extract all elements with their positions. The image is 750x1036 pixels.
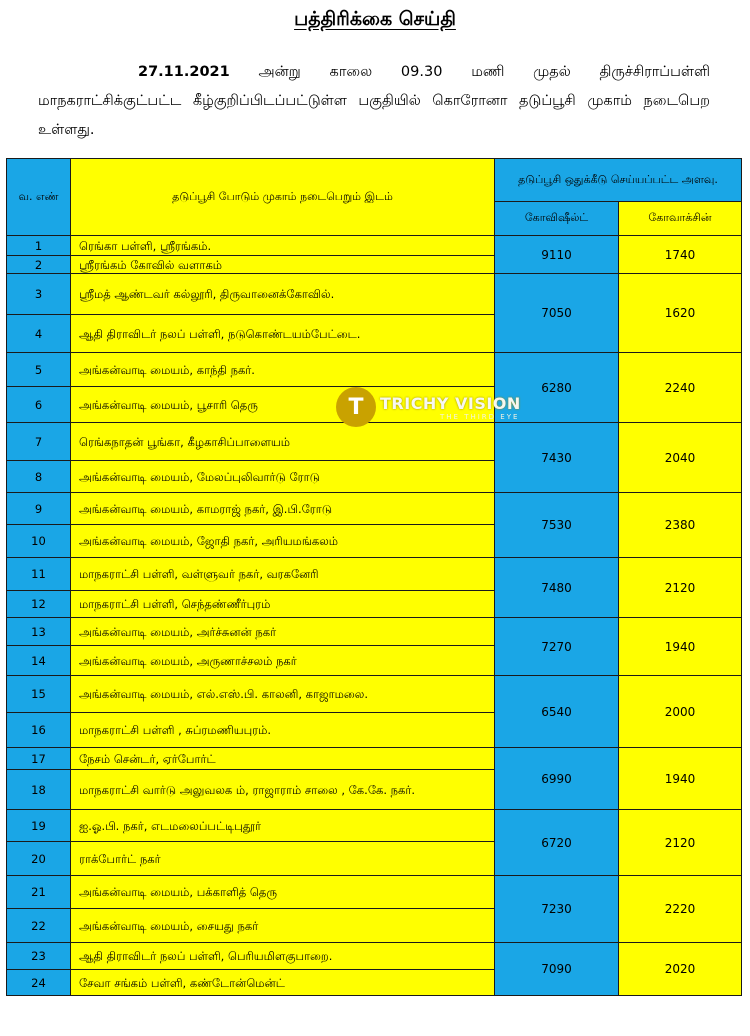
table-row xyxy=(7,676,742,713)
row-number: 6 xyxy=(7,387,71,423)
camp-location: ரெங்கநாதன் பூங்கா, கீழகாசிப்பாளையம் xyxy=(71,423,495,461)
camp-location: அங்கன்வாடி மையம், பூசாரி தெரு xyxy=(71,387,495,423)
row-number: 16 xyxy=(7,713,71,748)
row-number: 15 xyxy=(7,676,71,713)
camp-location: ஸ்ரீரங்கம் கோவில் வளாகம் xyxy=(71,256,495,274)
watermark-title: TRICHY VISION xyxy=(380,393,521,413)
header-covaxin: கோவாக்சின் xyxy=(619,202,742,236)
covaxin-count: 1620 xyxy=(619,274,742,353)
table-row xyxy=(7,943,742,970)
camp-location: ஆதி திராவிடர் நலப் பள்ளி, பெரியமிளகுபாறை. xyxy=(71,943,495,970)
camp-location: சேவா சங்கம் பள்ளி, கண்டோன்மென்ட் xyxy=(71,970,495,996)
row-number: 14 xyxy=(7,646,71,676)
table-row xyxy=(7,748,742,770)
watermark xyxy=(336,387,532,427)
page-title: பத்திரிக்கை செய்தி xyxy=(294,8,456,30)
row-number: 4 xyxy=(7,315,71,353)
row-number: 10 xyxy=(7,525,71,558)
covishield-count: 6280 xyxy=(495,353,619,423)
camp-location: ஐ.ஓ.பி. நகர், எடமலைப்பட்டிபுதூர் xyxy=(71,810,495,842)
covaxin-count: 2240 xyxy=(619,353,742,423)
camp-location: அங்கன்வாடி மையம், காமராஜ் நகர், இ.பி.ரோடு xyxy=(71,493,495,525)
intro-paragraph xyxy=(38,58,710,145)
table-body xyxy=(7,236,742,996)
covaxin-count: 2000 xyxy=(619,676,742,748)
covaxin-count: 2120 xyxy=(619,810,742,876)
covishield-count: 7230 xyxy=(495,876,619,943)
covishield-count: 7530 xyxy=(495,493,619,558)
camp-location: ரெங்கா பள்ளி, ஸ்ரீரங்கம். xyxy=(71,236,495,256)
camp-location: ராக்போர்ட் நகர் xyxy=(71,842,495,876)
watermark-subtitle: THE THIRD EYE xyxy=(440,412,520,421)
vaccination-camp-table xyxy=(6,158,742,996)
row-number: 7 xyxy=(7,423,71,461)
covishield-count: 6990 xyxy=(495,748,619,810)
table-row xyxy=(7,810,742,842)
covaxin-count: 1740 xyxy=(619,236,742,274)
covaxin-count: 2020 xyxy=(619,943,742,996)
row-number: 24 xyxy=(7,970,71,996)
camp-location: ஆதி திராவிடர் நலப் பள்ளி, நடுகொண்டயம்பேட்டை. xyxy=(71,315,495,353)
covaxin-count: 2380 xyxy=(619,493,742,558)
camp-location: அங்கன்வாடி மையம், பக்காளித் தெரு xyxy=(71,876,495,909)
camp-location: அங்கன்வாடி மையம், எல்.எஸ்.பி. காலனி, காஜாமலை. xyxy=(71,676,495,713)
intro-text: அன்று காலை 09.30 மணி முதல் திருச்சிராப்பள்ளி மாநகராட்சிக்குட்பட்ட கீழ்குறிப்பிடப்பட்டுள்ள பகுதியில் கொரோனா தடுப்பூசி முகாம் நடைபெற உள்ளது. xyxy=(38,64,710,138)
row-number: 23 xyxy=(7,943,71,970)
row-number: 20 xyxy=(7,842,71,876)
header-place: தடுப்பூசி போடும் முகாம் நடைபெறும் இடம் xyxy=(71,159,495,236)
covishield-count: 9110 xyxy=(495,236,619,274)
header-sn: வ. எண் xyxy=(7,159,71,236)
row-number: 3 xyxy=(7,274,71,315)
camp-location: நேசம் சென்டர், ஏர்போர்ட் xyxy=(71,748,495,770)
row-number: 8 xyxy=(7,461,71,493)
covaxin-count: 2040 xyxy=(619,423,742,493)
table-row xyxy=(7,274,742,315)
table-row xyxy=(7,618,742,646)
header-allocation: தடுப்பூசி ஒதுக்கீடு செய்யப்பட்ட அளவு. xyxy=(495,159,742,202)
camp-location: அங்கன்வாடி மையம், சையது நகர் xyxy=(71,909,495,943)
row-number: 21 xyxy=(7,876,71,909)
intro-date: 27.11.2021 xyxy=(138,64,230,80)
covishield-count: 7430 xyxy=(495,423,619,493)
camp-location: அங்கன்வாடி மையம், அர்ச்சுனன் நகர் xyxy=(71,618,495,646)
row-number: 9 xyxy=(7,493,71,525)
covishield-count: 7050 xyxy=(495,274,619,353)
covaxin-count: 1940 xyxy=(619,748,742,810)
camp-location: மாநகராட்சி பள்ளி , சுப்ரமணியபுரம். xyxy=(71,713,495,748)
table-row xyxy=(7,353,742,387)
table-row xyxy=(7,876,742,909)
camp-location: அங்கன்வாடி மையம், மேலப்புலிவார்டு ரோடு xyxy=(71,461,495,493)
covaxin-count: 1940 xyxy=(619,618,742,676)
table-row xyxy=(7,558,742,591)
row-number: 2 xyxy=(7,256,71,274)
row-number: 22 xyxy=(7,909,71,943)
row-number: 11 xyxy=(7,558,71,591)
camp-location: மாநகராட்சி வார்டு அலுவலக ம், ராஜாராம் சாலை , கே.கே. நகர். xyxy=(71,770,495,810)
row-number: 19 xyxy=(7,810,71,842)
trichy-vision-logo-icon: T xyxy=(336,387,376,427)
covishield-count: 7090 xyxy=(495,943,619,996)
camp-location: மாநகராட்சி பள்ளி, செந்தண்ணீர்புரம் xyxy=(71,591,495,618)
row-number: 17 xyxy=(7,748,71,770)
camp-location: அங்கன்வாடி மையம், காந்தி நகர். xyxy=(71,353,495,387)
covishield-count: 7270 xyxy=(495,618,619,676)
camp-location: அங்கன்வாடி மையம், அருணாச்சலம் நகர் xyxy=(71,646,495,676)
covishield-count: 6540 xyxy=(495,676,619,748)
covaxin-count: 2220 xyxy=(619,876,742,943)
row-number: 13 xyxy=(7,618,71,646)
table-row xyxy=(7,493,742,525)
row-number: 1 xyxy=(7,236,71,256)
header-covishield: கோவிஷீல்ட் xyxy=(495,202,619,236)
camp-location: அங்கன்வாடி மையம், ஜோதி நகர், அரியமங்கலம் xyxy=(71,525,495,558)
covishield-count: 6720 xyxy=(495,810,619,876)
camp-location: ஸ்ரீமத் ஆண்டவர் கல்லூரி, திருவானைக்கோவில். xyxy=(71,274,495,315)
table-row xyxy=(7,423,742,461)
covishield-count: 7480 xyxy=(495,558,619,618)
camp-location: மாநகராட்சி பள்ளி, வள்ளுவர் நகர், வரகனேரி xyxy=(71,558,495,591)
row-number: 12 xyxy=(7,591,71,618)
covaxin-count: 2120 xyxy=(619,558,742,618)
row-number: 18 xyxy=(7,770,71,810)
table-row xyxy=(7,236,742,256)
row-number: 5 xyxy=(7,353,71,387)
